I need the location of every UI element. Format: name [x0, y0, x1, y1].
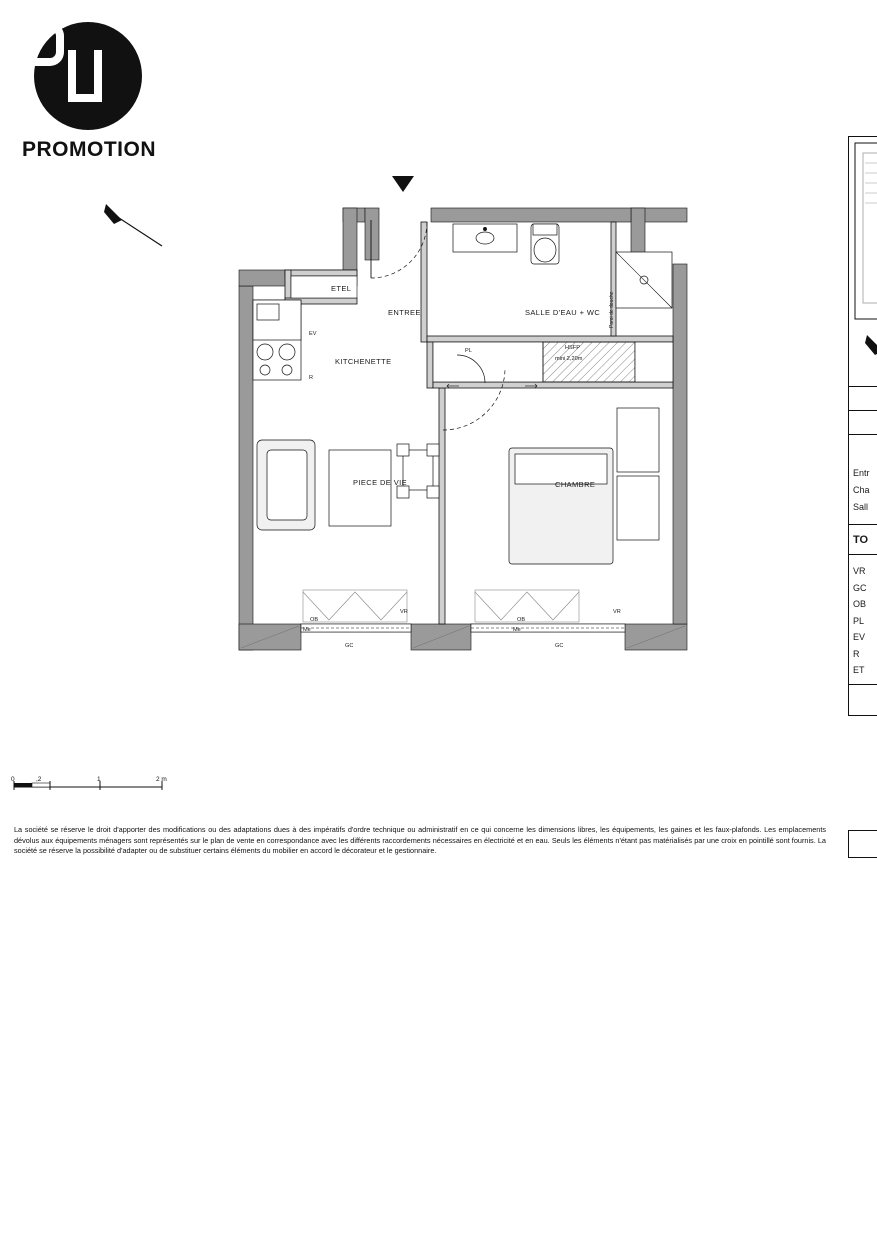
- company-logo: [22, 22, 172, 162]
- panel-row-1: [849, 387, 877, 411]
- room-label-salle-eau: SALLE D'EAU + WC: [525, 308, 601, 317]
- annotation-me-left: Me: [303, 627, 311, 633]
- logo-mark-icon: [34, 22, 142, 130]
- legend-ob: OB: [853, 599, 867, 609]
- annotation-vr-left: VR: [400, 609, 408, 615]
- annotation-paroi-douche: Paroi de douche: [609, 291, 615, 328]
- room-label-etel: ETEL: [331, 284, 352, 293]
- annotation-r: R: [309, 375, 314, 381]
- panel-room-entree: Entr: [853, 468, 870, 478]
- legend-pl: PL: [853, 615, 865, 626]
- legend-r: R: [853, 648, 860, 659]
- room-label-piece-de-vie: PIECE DE VIE: [353, 478, 407, 487]
- annotation-pl: PL: [465, 348, 472, 354]
- annotation-me-right: Me: [513, 627, 521, 633]
- scale-tick-1: 1: [97, 776, 101, 783]
- scale-tick-02: ,2: [36, 776, 42, 783]
- north-arrow-icon: [100, 198, 170, 248]
- scale-tick-2m: 2 m: [156, 776, 167, 783]
- scale-bar: [10, 778, 190, 802]
- view-direction-marker: [392, 176, 414, 192]
- annotation-gc-left: GC: [345, 643, 354, 649]
- scale-tick-0: 0: [11, 776, 15, 783]
- annotation-gc-right: GC: [555, 643, 564, 649]
- legend-ev: EV: [853, 632, 866, 642]
- logo-wordmark: PROMOTION: [22, 138, 156, 161]
- annotation-ob-right: OB: [517, 617, 526, 623]
- room-label-entree: ENTREE: [388, 308, 421, 317]
- panel-room-list: [849, 435, 877, 525]
- side-info-panel: [848, 136, 877, 716]
- floor-plan-drawing: [225, 200, 705, 670]
- legend-vr: VR: [853, 566, 866, 576]
- legal-disclaimer: La société se réserve le droit d'apporter des modifications ou des adaptations dues à des impératifs d'ordre technique ou administratif en ce qui concerne les dimensions libres, les équipements, les gaines et les faux-plafonds. Les emplacements dévolus aux équipements ménagers sont représentés sur le plan de vente en correspondance avec les différents raccordements nécessaires en électricité et en eau. Seuls les éléments n'étant pas matérialisés par une croix en pointillé sont fournis. La société se réserve la possibilité d'adapter ou de substituer certains éléments du mobilier en accord le décorateur et le gestionnaire.: [14, 825, 826, 856]
- room-label-chambre: CHAMBRE: [555, 480, 596, 489]
- legend-et: ET: [853, 665, 865, 675]
- panel-location-thumbnail: [849, 137, 877, 387]
- annotation-ob-left: OB: [310, 617, 319, 623]
- annotation-ev: EV: [309, 331, 317, 337]
- annotation-hsfp: HSFP: [565, 345, 580, 351]
- annotation-vr-right: VR: [613, 609, 621, 615]
- panel-footer: [849, 685, 877, 715]
- panel-room-chambre: Cha: [853, 485, 870, 495]
- room-label-kitchenette: KITCHENETTE: [335, 357, 392, 366]
- side-panel-footer-box: [848, 830, 877, 858]
- panel-row-2: [849, 411, 877, 435]
- annotation-hsfp-value: mini 2,20m: [555, 356, 583, 362]
- panel-legend-list: [849, 555, 877, 685]
- panel-total-label: TO: [849, 525, 877, 555]
- panel-room-salle: Sall: [853, 502, 869, 512]
- legend-gc: GC: [853, 582, 867, 593]
